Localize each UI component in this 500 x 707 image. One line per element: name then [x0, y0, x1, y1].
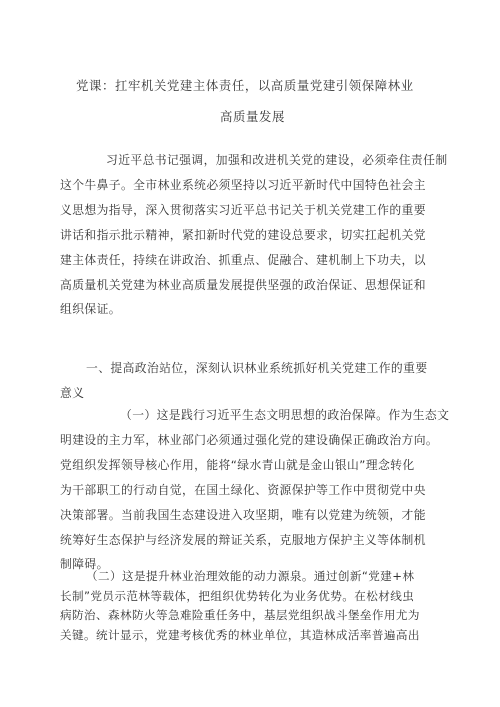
- paragraph-line: 一、提高政治站位，深刻认识林业系统抓好机关党建工作的重要: [86, 361, 428, 375]
- paragraph-line: 建主体责任，持续在讲政治、抓重点、促融合、建机制上下功夫，以: [60, 252, 426, 267]
- paragraph-line: 长制”党员示范林等载体，把组织优势转化为业务优势。在松材线虫: [60, 588, 415, 603]
- paragraph-line: 讲话和指示批示精神，紧扣新时代党的建设总要求，切实扛起机关党: [60, 227, 426, 242]
- intro-paragraph: [60, 148, 452, 322]
- paragraph-line: 义思想为指导，深入贯彻落实习近平总书记关于机关党建工作的重要: [60, 202, 426, 217]
- paragraph-line: 高质量机关党建为林业高质量发展提供坚强的政治保证、思想保证和: [60, 277, 426, 292]
- paragraph-line: 制障碍。: [60, 557, 109, 572]
- paragraph-line: 决策部署。当前我国生态建设进入攻坚期，唯有以党建为统领，才能: [60, 507, 426, 522]
- paragraph-line: 为干部职工的行动自觉，在国土绿化、资源保护等工作中贯彻党中央: [60, 482, 426, 497]
- paragraph-line: 习近平总书记强调，加强和改进机关党的建设，必须牵住责任制: [106, 153, 448, 167]
- paragraph-line: 意义: [60, 385, 85, 400]
- paragraph-line: 病防治、森林防火等急难险重任务中，基层党组织战斗堡垒作用尤为: [60, 608, 420, 622]
- paragraph-line: 这个牛鼻子。全市林业系统必须坚持以习近平新时代中国特色社会主: [60, 177, 426, 192]
- section-heading-1: [60, 356, 452, 406]
- paragraph-line: 关键。统计显示，党建考核优秀的林业单位，其造林成活率普遍高出: [60, 627, 420, 642]
- document-title-line-2: 高质量发展: [220, 109, 285, 124]
- paragraph-line: （一）这是践行习近平生态文明思想的政治保障。作为生态文: [120, 408, 450, 422]
- subsection-paragraph-2: [60, 567, 452, 645]
- paragraph-line: 统筹好生态保护与经济发展的辩证关系，克服地方保护主义等体制机: [60, 532, 426, 547]
- paragraph-line: 组织保证。: [60, 302, 121, 317]
- subsection-paragraph-1: [60, 403, 452, 577]
- paragraph-line: 党组织发挥领导核心作用，能将“绿水青山就是金山银山”理念转化: [60, 457, 415, 472]
- document-title-line-1: 党课：扛牢机关党建主体责任，以高质量党建引领保障林业: [76, 78, 414, 93]
- paragraph-line: 明建设的主力军，林业部门必须通过强化党的建设确保正确政治方向。: [60, 432, 439, 447]
- paragraph-line: （二）这是提升林业治理效能的动力源泉。通过创新“党建+林: [86, 569, 415, 583]
